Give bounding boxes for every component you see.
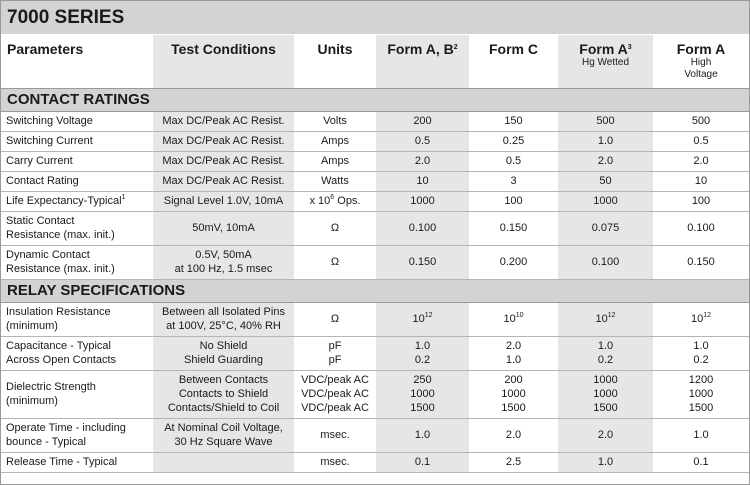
condition-cell [153, 245, 294, 279]
param-line2: Across Open Contacts [6, 354, 117, 366]
form-a3-value: 500 [558, 111, 653, 131]
condition-line1: At Nominal Coil Voltage, [164, 422, 283, 434]
form-c-value [469, 302, 558, 336]
condition-line2: 30 Hz Square Wave [174, 436, 273, 448]
units-cell: Ω [294, 211, 376, 245]
param-line2: (minimum) [6, 320, 58, 332]
form-ab-value: 1000 [376, 191, 469, 211]
value-line1: 2.0 [505, 340, 522, 352]
param-line2: bounce - Typical [6, 436, 86, 448]
param-cell: Release Time - Typical [1, 452, 153, 472]
form-ab-label: Form A, B [387, 41, 454, 57]
value-line3: 1500 [593, 402, 618, 414]
form-c-value: 2.0 [469, 418, 558, 452]
form-a3-value [558, 336, 653, 370]
form-a-hv-value: 0.100 [653, 211, 749, 245]
param-cell [1, 211, 153, 245]
units-cell: Amps [294, 151, 376, 171]
table-row [1, 245, 749, 279]
table-row [1, 336, 749, 370]
section-contact-ratings: CONTACT RATINGS [1, 88, 749, 111]
value-line2: 1000 [593, 388, 618, 400]
form-a-hv-sub2: Voltage [684, 69, 718, 80]
form-a3-sup: 3 [627, 44, 632, 51]
form-a3-value: 0.100 [558, 245, 653, 279]
value-line2: 1.0 [505, 354, 522, 366]
value-line2: 1000 [501, 388, 526, 400]
form-a3-value: 2.0 [558, 418, 653, 452]
form-a3-sub: Hg Wetted [581, 57, 630, 68]
table-row [1, 418, 749, 452]
value-base: 10 [595, 313, 608, 325]
value-base: 10 [690, 313, 704, 325]
form-a-hv-value [653, 302, 749, 336]
units-cell: Ω [294, 245, 376, 279]
units-line2: VDC/peak AC [301, 388, 369, 400]
condition-cell: Max DC/Peak AC Resist. [153, 151, 294, 171]
param-cell: Carry Current [1, 151, 153, 171]
form-ab-value: 2.0 [376, 151, 469, 171]
form-c-value: 150 [469, 111, 558, 131]
units-cell: Watts [294, 171, 376, 191]
form-ab-value: 10 [376, 171, 469, 191]
table-row [1, 171, 749, 191]
form-c-value: 0.5 [469, 151, 558, 171]
form-ab-value: 200 [376, 111, 469, 131]
value-line3: 1500 [688, 402, 714, 414]
condition-cell [153, 336, 294, 370]
condition-cell: Max DC/Peak AC Resist. [153, 111, 294, 131]
units-cell [294, 336, 376, 370]
form-a-hv-value [653, 370, 749, 418]
spec-table [1, 35, 749, 473]
condition-cell [153, 302, 294, 336]
form-c-value: 0.150 [469, 211, 558, 245]
value-line2: 0.2 [414, 354, 431, 366]
header-parameters: Parameters [1, 35, 153, 88]
form-c-value: 0.25 [469, 131, 558, 151]
table-row [1, 211, 749, 245]
condition-cell: Max DC/Peak AC Resist. [153, 171, 294, 191]
units-text: x 10 [309, 195, 331, 207]
form-c-value [469, 336, 558, 370]
form-a-hv-value: 500 [653, 111, 749, 131]
header-form-ab [376, 35, 469, 88]
series-title: 7000 SERIES [1, 1, 749, 35]
value-base: 10 [503, 313, 516, 325]
form-a-hv-value: 0.150 [653, 245, 749, 279]
form-a-hv-value [653, 336, 749, 370]
form-ab-sup: 2 [453, 44, 458, 51]
value-exp: 10 [515, 312, 524, 319]
value-line1: 1.0 [693, 340, 709, 352]
condition-line1: Between Contacts [178, 374, 269, 386]
condition-line2: at 100V, 25°C, 40% RH [166, 320, 281, 332]
value-exp: 12 [703, 312, 712, 319]
form-a-hv-sub1: High [690, 57, 712, 68]
form-c-value: 0.200 [469, 245, 558, 279]
units-sup: 6 [330, 194, 335, 201]
param-cell [1, 191, 153, 211]
table-row [1, 131, 749, 151]
units-line3: VDC/peak AC [301, 402, 369, 414]
form-ab-value: 0.5 [376, 131, 469, 151]
form-a3-value: 2.0 [558, 151, 653, 171]
form-c-value: 100 [469, 191, 558, 211]
condition-line2: Shield Guarding [184, 354, 263, 366]
form-a3-label: Form A [579, 41, 628, 57]
units-cell: Ω [294, 302, 376, 336]
units-cell [294, 191, 376, 211]
form-ab-value: 0.100 [376, 211, 469, 245]
value-line2: 0.2 [597, 354, 614, 366]
condition-cell: Max DC/Peak AC Resist. [153, 131, 294, 151]
section-row [1, 88, 749, 111]
param-cell [1, 370, 153, 418]
table-row [1, 151, 749, 171]
table-row [1, 302, 749, 336]
param-line1: Capacitance - Typical [6, 340, 111, 352]
param-line1: Operate Time - including [6, 422, 126, 434]
header-row [1, 35, 749, 88]
form-a-hv-value: 0.1 [653, 452, 749, 472]
value-line3: 1500 [501, 402, 526, 414]
units-cell: Volts [294, 111, 376, 131]
form-a3-value [558, 302, 653, 336]
param-line2: Resistance (max. init.) [6, 229, 115, 241]
param-line2: Resistance (max. init.) [6, 263, 115, 275]
header-units: Units [294, 35, 376, 88]
units-cell: msec. [294, 418, 376, 452]
form-a-hv-value: 10 [653, 171, 749, 191]
form-ab-value: 1.0 [376, 418, 469, 452]
form-a3-value: 1.0 [558, 452, 653, 472]
form-a3-value: 1.0 [558, 131, 653, 151]
condition-line1: 0.5V, 50mA [195, 249, 252, 261]
form-a3-value: 0.075 [558, 211, 653, 245]
condition-line2: at 100 Hz, 1.5 msec [174, 263, 273, 275]
form-ab-value [376, 336, 469, 370]
section-relay-specifications: RELAY SPECIFICATIONS [1, 279, 749, 302]
form-a3-value: 1000 [558, 191, 653, 211]
param-sup: 1 [121, 194, 126, 201]
units-tail: Ops. [334, 195, 361, 207]
condition-line2: Contacts to Shield [178, 388, 269, 400]
units-line1: VDC/peak AC [301, 374, 369, 386]
value-line1: 1.0 [414, 340, 431, 352]
param-line2: (minimum) [6, 395, 58, 407]
value-exp: 12 [424, 312, 433, 319]
value-line2: 1000 [688, 388, 714, 400]
form-c-value: 3 [469, 171, 558, 191]
param-cell: Contact Rating [1, 171, 153, 191]
param-line1: Dielectric Strength [6, 381, 96, 393]
units-cell [294, 370, 376, 418]
header-form-a-hv [653, 35, 749, 88]
condition-cell: Signal Level 1.0V, 10mA [153, 191, 294, 211]
form-a-hv-label: Form A [676, 41, 726, 57]
form-c-value: 2.5 [469, 452, 558, 472]
value-line1: 200 [504, 374, 523, 386]
form-ab-value: 0.150 [376, 245, 469, 279]
form-c-value [469, 370, 558, 418]
condition-line1: No Shield [199, 340, 248, 352]
header-test-conditions: Test Conditions [153, 35, 294, 88]
table-row [1, 111, 749, 131]
param-text: Life Expectancy-Typical [6, 195, 122, 207]
units-line1: pF [328, 340, 342, 352]
table-row [1, 452, 749, 472]
form-a-hv-value: 1.0 [653, 418, 749, 452]
condition-line3: Contacts/Shield to Coil [167, 402, 280, 414]
param-cell [1, 336, 153, 370]
header-form-c: Form C [469, 35, 558, 88]
condition-cell: 50mV, 10mA [153, 211, 294, 245]
units-cell: msec. [294, 452, 376, 472]
value-line1: 1200 [688, 374, 714, 386]
table-row [1, 191, 749, 211]
condition-cell [153, 418, 294, 452]
form-ab-value [376, 302, 469, 336]
form-a3-value [558, 370, 653, 418]
param-line1: Insulation Resistance [6, 306, 111, 318]
form-ab-value [376, 370, 469, 418]
value-line1: 1.0 [597, 340, 614, 352]
section-row [1, 279, 749, 302]
table-row [1, 370, 749, 418]
param-cell [1, 245, 153, 279]
value-base: 10 [412, 313, 425, 325]
param-line1: Static Contact [6, 215, 75, 227]
value-exp: 12 [607, 312, 616, 319]
value-line2: 1000 [410, 388, 435, 400]
value-line3: 1500 [410, 402, 435, 414]
param-cell: Switching Current [1, 131, 153, 151]
units-cell: Amps [294, 131, 376, 151]
param-line1: Dynamic Contact [6, 249, 90, 261]
form-a-hv-value: 2.0 [653, 151, 749, 171]
condition-cell [153, 452, 294, 472]
param-cell: Switching Voltage [1, 111, 153, 131]
form-a-hv-value: 100 [653, 191, 749, 211]
value-line2: 0.2 [693, 354, 709, 366]
form-ab-value: 0.1 [376, 452, 469, 472]
units-line2: pF [328, 354, 342, 366]
condition-line1: Between all Isolated Pins [162, 306, 285, 318]
param-cell [1, 418, 153, 452]
value-line1: 1000 [593, 374, 618, 386]
form-a-hv-value: 0.5 [653, 131, 749, 151]
value-line1: 250 [413, 374, 432, 386]
form-a3-value: 50 [558, 171, 653, 191]
header-form-a3 [558, 35, 653, 88]
param-cell [1, 302, 153, 336]
condition-cell [153, 370, 294, 418]
